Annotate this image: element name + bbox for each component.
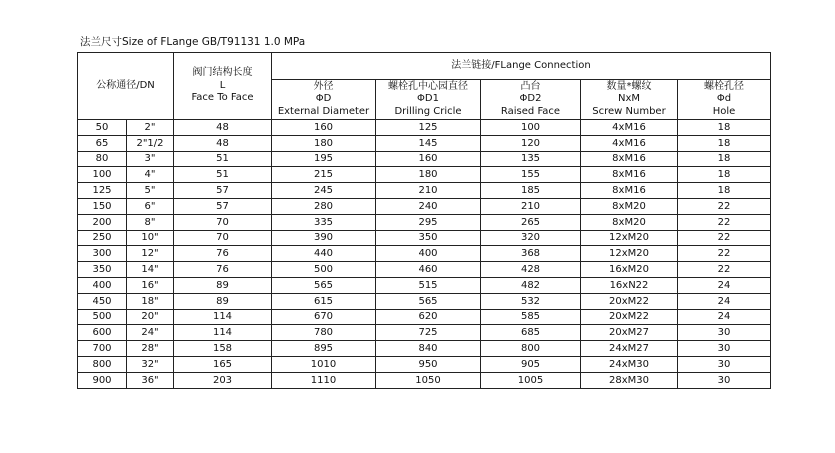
dn-mm-cell: 600 [78,325,127,341]
screw-number-cell: 8xM16 [581,167,678,183]
hole-cell: 18 [678,120,771,136]
raised-face-cell: 905 [481,356,581,372]
flange-size-table [77,52,771,389]
drilling-circle-cell: 240 [376,198,481,214]
face-to-face-cell: 70 [174,230,272,246]
dn-inch-cell: 20" [127,309,174,325]
face-to-face-cell: 57 [174,198,272,214]
drilling-circle-header: 螺栓孔中心园直径 ΦD1 Drilling Cricle [376,80,481,120]
dn-inch-cell: 3" [127,151,174,167]
dn-mm-cell: 800 [78,356,127,372]
dn-mm-cell: 80 [78,151,127,167]
screw-number-cell: 8xM20 [581,214,678,230]
dn-inch-cell: 32" [127,356,174,372]
table-row [78,230,771,246]
screw-number-cell: 24xM27 [581,341,678,357]
raised-face-cell: 482 [481,277,581,293]
raised-face-cell: 368 [481,246,581,262]
drilling-circle-cell: 210 [376,183,481,199]
face-to-face-cell: 89 [174,277,272,293]
drilling-circle-cell: 145 [376,135,481,151]
table-row [78,214,771,230]
table-row [78,151,771,167]
face-to-face-cell: 57 [174,183,272,199]
drilling-circle-cell: 125 [376,120,481,136]
raised-face-cell: 1005 [481,372,581,388]
raised-face-cell: 210 [481,198,581,214]
drilling-circle-cell: 950 [376,356,481,372]
dn-inch-cell: 8" [127,214,174,230]
face-to-face-cell: 114 [174,325,272,341]
screw-number-cell: 20xM22 [581,309,678,325]
raised-face-cell: 155 [481,167,581,183]
dn-mm-cell: 200 [78,214,127,230]
dn-mm-cell: 900 [78,372,127,388]
table-row [78,325,771,341]
raised-face-cell: 320 [481,230,581,246]
external-diameter-cell: 615 [272,293,376,309]
hole-cell: 22 [678,198,771,214]
external-diameter-cell: 895 [272,341,376,357]
table-row [78,277,771,293]
face-to-face-cell: 76 [174,246,272,262]
hole-cell: 18 [678,151,771,167]
screw-number-cell: 4xM16 [581,135,678,151]
dn-mm-cell: 250 [78,230,127,246]
dn-inch-cell: 24" [127,325,174,341]
table-row [78,120,771,136]
hole-cell: 22 [678,214,771,230]
dn-inch-cell: 18" [127,293,174,309]
face-to-face-header: 阀门结构长度 L Face To Face [174,53,272,120]
hole-cell: 22 [678,230,771,246]
dn-inch-cell: 36" [127,372,174,388]
face-to-face-cell: 158 [174,341,272,357]
raised-face-cell: 585 [481,309,581,325]
dn-inch-cell: 10" [127,230,174,246]
dn-mm-cell: 400 [78,277,127,293]
face-to-face-cell: 48 [174,120,272,136]
hole-cell: 30 [678,372,771,388]
drilling-circle-cell: 515 [376,277,481,293]
dn-mm-cell: 50 [78,120,127,136]
external-diameter-cell: 245 [272,183,376,199]
face-to-face-cell: 165 [174,356,272,372]
face-to-face-cell: 51 [174,151,272,167]
external-diameter-cell: 440 [272,246,376,262]
external-diameter-cell: 670 [272,309,376,325]
drilling-circle-cell: 295 [376,214,481,230]
nominal-diameter-header: 公称通径/DN [78,53,174,120]
face-to-face-cell: 51 [174,167,272,183]
table-row [78,183,771,199]
dn-inch-cell: 16" [127,277,174,293]
flange-connection-header: 法兰链接/FLange Connection [272,53,771,80]
screw-number-cell: 20xM27 [581,325,678,341]
face-to-face-cell: 114 [174,309,272,325]
raised-face-cell: 800 [481,341,581,357]
dn-inch-cell: 28" [127,341,174,357]
screw-number-cell: 16xM20 [581,262,678,278]
screw-number-cell: 28xM30 [581,372,678,388]
table-row [78,135,771,151]
table-row [78,167,771,183]
hole-cell: 18 [678,135,771,151]
table-row [78,309,771,325]
dn-mm-cell: 700 [78,341,127,357]
external-diameter-cell: 390 [272,230,376,246]
dn-mm-cell: 65 [78,135,127,151]
table-row [78,356,771,372]
raised-face-header: 凸台 ΦD2 Raised Face [481,80,581,120]
raised-face-cell: 428 [481,262,581,278]
external-diameter-cell: 180 [272,135,376,151]
dn-mm-cell: 350 [78,262,127,278]
table-row [78,198,771,214]
dn-mm-cell: 150 [78,198,127,214]
dn-inch-cell: 6" [127,198,174,214]
raised-face-cell: 120 [481,135,581,151]
raised-face-cell: 185 [481,183,581,199]
face-to-face-cell: 48 [174,135,272,151]
external-diameter-cell: 335 [272,214,376,230]
dn-inch-cell: 2" [127,120,174,136]
table-row [78,246,771,262]
table-row [78,262,771,278]
table-row [78,293,771,309]
hole-header: 螺栓孔径 Φd Hole [678,80,771,120]
external-diameter-cell: 280 [272,198,376,214]
external-diameter-cell: 1010 [272,356,376,372]
screw-number-cell: 4xM16 [581,120,678,136]
external-diameter-cell: 780 [272,325,376,341]
face-to-face-cell: 70 [174,214,272,230]
screw-number-cell: 12xM20 [581,246,678,262]
face-to-face-cell: 89 [174,293,272,309]
drilling-circle-cell: 350 [376,230,481,246]
screw-number-cell: 20xM22 [581,293,678,309]
screw-number-cell: 12xM20 [581,230,678,246]
dn-inch-cell: 5" [127,183,174,199]
dn-mm-cell: 125 [78,183,127,199]
dn-mm-cell: 300 [78,246,127,262]
screw-number-cell: 8xM16 [581,151,678,167]
hole-cell: 24 [678,277,771,293]
hole-cell: 24 [678,309,771,325]
screw-number-cell: 24xM30 [581,356,678,372]
drilling-circle-cell: 620 [376,309,481,325]
external-diameter-cell: 215 [272,167,376,183]
raised-face-cell: 685 [481,325,581,341]
drilling-circle-cell: 180 [376,167,481,183]
hole-cell: 24 [678,293,771,309]
drilling-circle-cell: 725 [376,325,481,341]
dn-mm-cell: 450 [78,293,127,309]
hole-cell: 30 [678,341,771,357]
hole-cell: 22 [678,262,771,278]
screw-number-cell: 8xM16 [581,183,678,199]
hole-cell: 22 [678,246,771,262]
face-to-face-cell: 76 [174,262,272,278]
raised-face-cell: 135 [481,151,581,167]
external-diameter-cell: 1110 [272,372,376,388]
screw-number-cell: 16xN22 [581,277,678,293]
drilling-circle-cell: 160 [376,151,481,167]
drilling-circle-cell: 840 [376,341,481,357]
external-diameter-cell: 160 [272,120,376,136]
drilling-circle-cell: 400 [376,246,481,262]
external-diameter-cell: 500 [272,262,376,278]
drilling-circle-cell: 460 [376,262,481,278]
raised-face-cell: 265 [481,214,581,230]
table-row [78,372,771,388]
screw-number-header: 数量*螺纹 NxM Screw Number [581,80,678,120]
table-title: 法兰尺寸Size of FLange GB/T91131 1.0 MPa [80,36,306,48]
dn-mm-cell: 500 [78,309,127,325]
hole-cell: 30 [678,325,771,341]
external-diameter-cell: 565 [272,277,376,293]
face-to-face-cell: 203 [174,372,272,388]
dn-inch-cell: 2"1/2 [127,135,174,151]
dn-inch-cell: 12" [127,246,174,262]
dn-inch-cell: 14" [127,262,174,278]
dn-inch-cell: 4" [127,167,174,183]
hole-cell: 18 [678,167,771,183]
table-row [78,341,771,357]
dn-mm-cell: 100 [78,167,127,183]
external-diameter-header: 外径 ΦD External Diameter [272,80,376,120]
external-diameter-cell: 195 [272,151,376,167]
drilling-circle-cell: 565 [376,293,481,309]
drilling-circle-cell: 1050 [376,372,481,388]
hole-cell: 18 [678,183,771,199]
hole-cell: 30 [678,356,771,372]
screw-number-cell: 8xM20 [581,198,678,214]
raised-face-cell: 532 [481,293,581,309]
raised-face-cell: 100 [481,120,581,136]
